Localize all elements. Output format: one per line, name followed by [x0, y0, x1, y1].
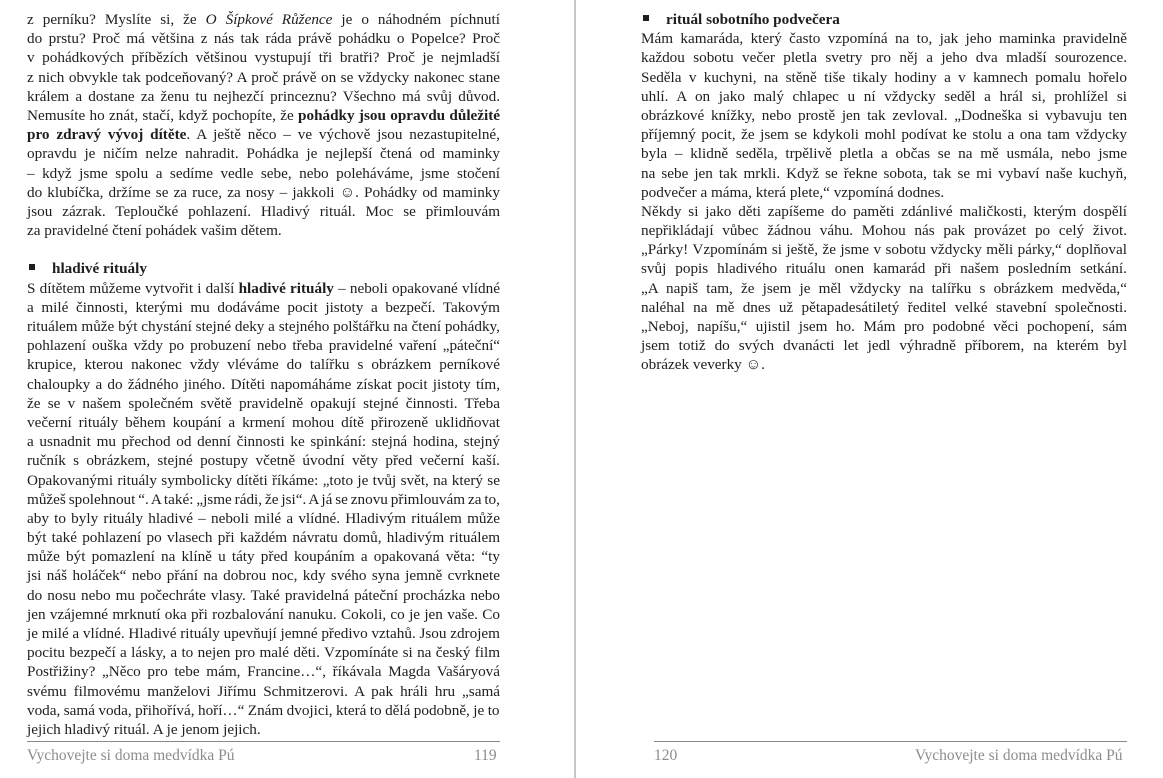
- text-line: [27, 662, 500, 681]
- left-footer-rule: [27, 741, 500, 742]
- text-line: [27, 394, 500, 413]
- text-run: krupice, kterou nakonec vždy vléváme do talířku s obrázkem perníkové: [27, 356, 501, 374]
- text-line: [27, 682, 500, 701]
- text-run: svůj popis hladivého rituálu onen kamarád při našem posledním setkání.: [641, 260, 1127, 278]
- text-run: pocitu bezpečí a lásky, a to nejen pro malé děti. Vzpomínáte si na český film: [27, 644, 501, 662]
- line-text: [641, 125, 1127, 144]
- line-text: [27, 566, 500, 585]
- right-footer-rule: [654, 741, 1127, 742]
- right-footer-title: Vychovejte si doma medvídka Pú: [915, 747, 1123, 764]
- line-text: [27, 87, 500, 106]
- text-line: [27, 336, 500, 355]
- text-run: obrázkové knížky, nebo prostě jen tak zevloval. „Dodneška si vybavuju ten: [641, 106, 1128, 124]
- text-line: [27, 125, 500, 144]
- italic-title: O Šípkové Růžence: [205, 11, 333, 28]
- text-run: Mám kamaráda, který často vzpomíná na to, jak jeho maminka pravidelně: [641, 30, 1128, 48]
- line-text: [641, 87, 1127, 106]
- line-text: [27, 490, 500, 509]
- text-line: [641, 106, 1127, 125]
- line-text: [27, 394, 500, 413]
- text-line: [27, 48, 500, 67]
- line-text: [641, 106, 1127, 125]
- text-run: z perníku? Myslíte si, že: [27, 11, 206, 28]
- text-line: [641, 87, 1127, 106]
- text-run: naléhal na mě dnes už pětapadesátiletý ředitel velké stavební společnosti.: [641, 298, 1128, 316]
- line-text: [27, 10, 500, 29]
- text-line: [27, 87, 500, 106]
- line-text: [641, 68, 1127, 87]
- text-run: voda, samá voda, přihořívá, hoří…“ Znám dvojici, která to dělá podobně, je to: [27, 701, 500, 719]
- text-run: můžeš spolehnout “. A také: „jsme rádi, že jsi“. A já se znovu přimlouvám za to,: [27, 490, 500, 508]
- text-line: [27, 643, 500, 662]
- line-text: [641, 202, 1127, 221]
- line-text: [27, 202, 500, 221]
- section-heading-text: rituál sobotního podvečera: [666, 11, 840, 28]
- text-line: [27, 413, 500, 432]
- line-text: [641, 144, 1127, 163]
- line-text: [27, 106, 500, 125]
- text-line: [27, 144, 500, 163]
- line-text: [27, 68, 500, 87]
- text-line: [641, 202, 1127, 221]
- line-text: [641, 355, 765, 374]
- line-text: [27, 48, 500, 67]
- text-line: [641, 29, 1127, 48]
- text-run: v pohádkových příbězích většinou vystupují tři bratři? Proč je nejmladší: [27, 49, 501, 67]
- line-text: [27, 720, 261, 739]
- line-text: [27, 164, 500, 183]
- text-run: Nemusíte ho znát, stačí, když pochopíte, že: [27, 106, 299, 124]
- text-run: „Neboj, napíšu,“ ujistil jsem ho. Mám pro podobné věci pochopení, sám: [641, 318, 1128, 335]
- text-run: jsi náš holáček“ nebo přání na dobrou noc, kdy svého syna jemně cvrknete: [27, 567, 500, 585]
- text-line: [27, 720, 500, 739]
- text-run: je milé a vlídné. Hladivé rituály upevňují jemné předivo vztahů. Jsou zdrojem: [27, 625, 500, 642]
- text-run: jsou zázrak. Teploučké pohlazení. Hladivý rituál. Moc se přimlouvám: [27, 202, 501, 220]
- text-run: uhlí. A on jako malý chlapec u ní vždycky seděl a hrál si, prohlížel si: [641, 87, 1128, 105]
- text-line: [27, 605, 500, 624]
- text-run: jejich hladivý rituál. A je jenom jejich.: [27, 720, 261, 738]
- bold-phrase: hladivé rituály: [238, 279, 334, 297]
- text-line: [27, 106, 500, 125]
- text-run: opravdu je ničím nelze nahradit. Pohádka je nejlepší čtená od maminky: [27, 145, 500, 163]
- text-line: [641, 144, 1127, 163]
- text-run: do prstu? Proč má většina z nás tak ráda právě pohádku o Popelce? Proč: [27, 30, 500, 48]
- text-run: do nosu nebo mu počechráte vlasy. Také pravidelná páteční procházka nebo: [27, 586, 500, 604]
- text-line: [641, 336, 1127, 355]
- text-line: [27, 279, 500, 298]
- left-page-body: [27, 10, 500, 739]
- text-run: obrázek veverky ☺.: [641, 356, 765, 374]
- right-page-number: 120: [654, 747, 678, 764]
- line-text: [27, 682, 500, 701]
- line-text: [27, 451, 500, 470]
- line-text: [27, 317, 500, 336]
- text-run: příjemný pocit, že jsem se kdykoli mohl podívat ke stolu a ona tam vždycky: [641, 126, 1128, 144]
- line-text: [641, 240, 1127, 259]
- line-text: [27, 125, 500, 144]
- text-line: [641, 68, 1127, 87]
- text-run: „Párky! Vzpomínám si ještě, že jsme v sobotu vždycky měli párky,“ doplňoval: [641, 241, 1127, 259]
- text-run: na sebe jen tak mrkli. Když se řekne sobota, tak se mi vybaví naše kuchyň,: [641, 164, 1128, 182]
- text-run: Postřižiny? „Něco pro tebe mám, Francine…“, říkávala Magda Vašáryová: [27, 663, 501, 681]
- text-line: [27, 221, 500, 240]
- line-text: [27, 29, 500, 48]
- text-run: může být pomazlení na klíně u táty před koupáním a opakovaná věta: “ty: [27, 548, 500, 566]
- line-text: [641, 164, 1127, 183]
- text-line: [27, 183, 500, 202]
- text-line: [27, 164, 500, 183]
- text-run: chaloupky a do žádného jiného. Dítěti napomáháme získat pocit jistoty tím,: [27, 375, 500, 393]
- text-run: rituálem může být chystání stejné deky a stejného polštářku na čtení pohádky,: [27, 318, 500, 335]
- text-line: [641, 48, 1127, 67]
- text-run: do klubíčka, držíme se za ruce, za nosy – jakkoli ☺. Pohádky od maminky: [27, 183, 500, 201]
- bold-phrase: pro zdravý vývoj dítěte: [27, 126, 187, 144]
- line-text: [27, 183, 500, 202]
- text-run: S dítětem můžeme vytvořit i další: [27, 279, 239, 297]
- line-text: [641, 29, 1127, 48]
- line-text: [641, 221, 1127, 240]
- text-run: večerní rituály během koupání a krmení mohou dítě přirozeně uklidňovat: [27, 413, 501, 431]
- text-run: aby to byly rituály hladivé – neboli milé a vlídné. Hladivým rituálem může: [27, 509, 500, 527]
- text-line: [641, 164, 1127, 183]
- line-text: [27, 471, 500, 490]
- text-run: . A ještě něco – ve výchově jsou nezastupitelné,: [186, 126, 500, 144]
- text-run: že se v našem společném světě pravidelně opakují stejné činnosti. Třeba: [27, 394, 500, 412]
- line-text: [27, 547, 500, 566]
- line-text: [27, 432, 500, 451]
- line-text: [27, 375, 500, 394]
- text-line: [27, 701, 500, 720]
- line-text: [27, 279, 500, 298]
- line-text: [27, 605, 500, 624]
- text-line: [641, 259, 1127, 278]
- line-text: [641, 183, 944, 202]
- text-line: [641, 183, 1127, 202]
- text-run: každou sobotu večer pletla svetry pro něj a jeho dva mladší sourozence.: [641, 49, 1128, 67]
- text-run: pohlazení ouška vždy po probuzení nebo třeba pravidelné vaření „páteční“: [27, 337, 501, 355]
- line-text: [641, 317, 1127, 336]
- text-run: jsem totiž do svých dvanácti let jedl výhradně příborem, na kterém byl: [641, 337, 1127, 355]
- text-line: [27, 298, 500, 317]
- text-run: jen vzájemné mrknutí oka při rozbalování nanuku. Cokoli, co je jen vaše. Co: [27, 605, 501, 623]
- text-line: [27, 432, 500, 451]
- line-text: [27, 355, 500, 374]
- text-line: [641, 221, 1127, 240]
- line-text: [27, 509, 500, 528]
- text-line: [27, 509, 500, 528]
- text-line: [641, 355, 1127, 374]
- text-line: [27, 586, 500, 605]
- text-run: být také pohlazení po vlasech při každém návratu domů, hladivým rituálem: [27, 529, 501, 547]
- line-text: [27, 662, 500, 681]
- text-line: [27, 566, 500, 585]
- text-line: [27, 490, 500, 509]
- text-run: – když jsme spolu a sedíme vedle sebe, nebo poleháváme, jsme stočení: [27, 164, 501, 182]
- text-line: [27, 624, 500, 643]
- line-text: [27, 624, 500, 643]
- text-line: [641, 298, 1127, 317]
- text-run: je o náhodném píchnutí: [332, 11, 500, 28]
- text-line: [641, 317, 1127, 336]
- text-run: ručník s obrázkem, stejné postupy včetně úvodní věty před večerní kaší.: [27, 452, 500, 470]
- text-line: [641, 125, 1127, 144]
- line-text: [27, 298, 500, 317]
- paragraph-gap: [27, 240, 500, 259]
- text-line: [27, 375, 500, 394]
- text-run: Někdy si jako děti zapíšeme do paměti zdánlivé maličkosti, kterým dospělí: [641, 202, 1128, 220]
- text-line: [27, 317, 500, 336]
- text-line: [27, 451, 500, 470]
- text-run: – neboli opakované vlídné: [333, 279, 500, 297]
- square-bullet-icon: [29, 264, 35, 270]
- line-text: [641, 259, 1127, 278]
- right-page: [576, 0, 1163, 778]
- text-run: Seděla v kuchyni, na stěně tiše tikaly hodiny a v kamnech pomalu hořelo: [641, 68, 1127, 86]
- text-run: podvečer a máma, která plete,“ vzpomíná dodnes.: [641, 183, 945, 201]
- section-heading: [641, 10, 1127, 29]
- line-text: [641, 298, 1127, 317]
- bold-phrase: pohádky jsou opravdu důležité: [298, 106, 501, 124]
- text-run: králem a dostane za ženu tu nejhezčí princeznu? Všechno má svůj důvod.: [27, 87, 501, 105]
- text-line: [641, 279, 1127, 298]
- text-line: [27, 202, 500, 221]
- line-text: [27, 221, 282, 240]
- text-line: [27, 29, 500, 48]
- text-line: [27, 547, 500, 566]
- text-run: svému filmovému manželovi Jiřímu Schmitzerovi. A pak hráli hru „samá: [27, 682, 500, 700]
- section-heading-text: hladivé rituály: [52, 260, 147, 278]
- text-line: [27, 528, 500, 547]
- line-text: [27, 528, 500, 547]
- text-run: za pravidelné čtení pohádek vašim dětem.: [27, 222, 282, 240]
- line-text: [641, 336, 1127, 355]
- text-run: a milé činnosti, kterými mu dodáváme pocit jistoty a bezpečí. Takovým: [27, 298, 500, 316]
- left-page: [0, 0, 574, 778]
- text-run: byla – klidně seděla, trpělivě pletla a občas se na mě usmála, nebo jsme: [641, 145, 1128, 163]
- line-text: [27, 144, 500, 163]
- text-line: [641, 240, 1127, 259]
- text-line: [27, 471, 500, 490]
- line-text: [27, 586, 500, 605]
- text-line: [27, 68, 500, 87]
- text-run: a usnadnit mu přechod od denní činnosti ke spinkání: stejná hodina, stejný: [27, 433, 500, 451]
- text-run: z nich obvykle tak podceňovaný? A proč právě on se vždycky nakonec stane: [27, 68, 501, 86]
- right-page-body: [641, 10, 1127, 375]
- text-run: „A napiš tam, že jsem je měl vždycky na talířku s obrázkem medvěda,“: [641, 279, 1127, 297]
- line-text: [641, 279, 1127, 298]
- line-text: [27, 701, 500, 720]
- section-heading: [27, 259, 500, 278]
- text-run: Opakovanými rituály symbolicky dítěti říkáme: „toto je tvůj svět, na který se: [27, 471, 500, 489]
- left-page-number: 119: [474, 747, 497, 764]
- left-footer-title: Vychovejte si doma medvídka Pú: [27, 747, 235, 764]
- line-text: [641, 48, 1127, 67]
- line-text: [27, 413, 500, 432]
- square-bullet-icon: [643, 15, 649, 21]
- text-line: [27, 355, 500, 374]
- text-line: [27, 10, 500, 29]
- line-text: [27, 336, 500, 355]
- line-text: [27, 643, 500, 662]
- text-run: nepřikládají vůbec žádnou váhu. Mohou nás pak provázet po celý život.: [641, 222, 1128, 240]
